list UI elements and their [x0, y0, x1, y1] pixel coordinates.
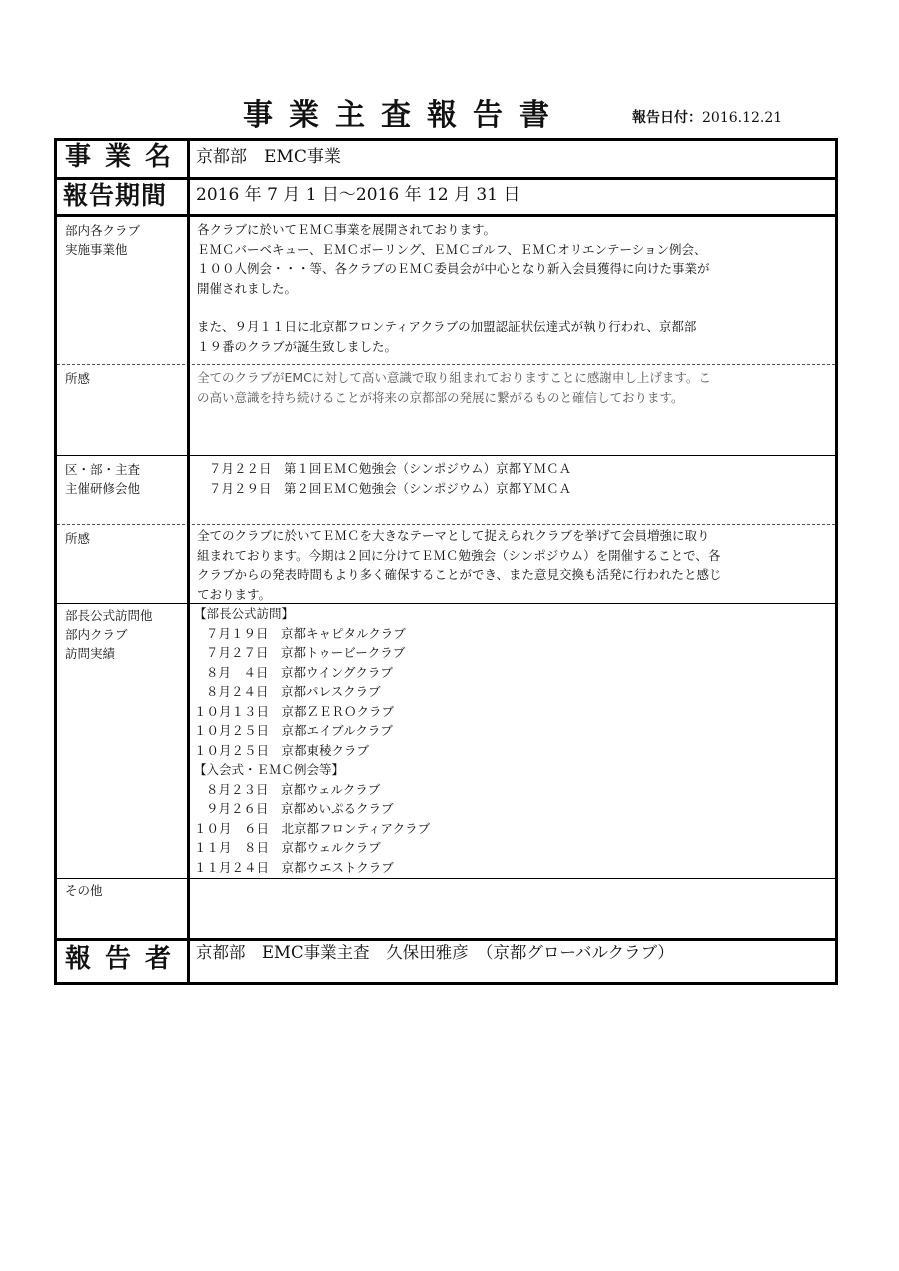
text-line: １９番のクラブが誕生致しました。	[197, 338, 398, 354]
label-line: 部長公式訪問他	[65, 608, 153, 623]
report-table	[54, 138, 838, 985]
club-events-text	[188, 217, 835, 364]
project-name-label: 事業名	[65, 142, 186, 172]
page-title: 事業主査報告書	[243, 98, 565, 133]
period-label: 報告期間	[63, 181, 168, 210]
list-item: ８月 ４日 京都ウイングクラブ	[206, 664, 393, 680]
text-line: １００人例会・・・等、各クラブのＥＭＣ委員会が中心となり新入会員獲得に向けた事業が	[197, 261, 710, 276]
club-events-row	[57, 217, 835, 364]
other-content	[188, 879, 835, 938]
project-name-value: 京都部 EMC事業	[196, 147, 341, 167]
reporter-row	[57, 941, 835, 982]
list-item: ８月２３日 京都ウェルクラブ	[206, 781, 381, 797]
list-item: ７月２７日 京都トゥービークラブ	[206, 645, 406, 660]
text-line: 全てのクラブに於いてＥＭＣを大きなテーマとして捉えられクラブを挙げて会員増強に取り	[197, 528, 710, 543]
list-item: １０月２５日 京都東稜クラブ	[194, 742, 370, 758]
list-item: １１月２４日 京都ウエストクラブ	[194, 859, 394, 875]
impression-2-label: 所感	[65, 531, 91, 546]
training-row	[57, 456, 835, 524]
label-line: 実施事業他	[65, 242, 128, 257]
text-line: 全てのクラブがEMCに対して高い意識で取り組まれておりますことに感謝申し上げます。こ	[197, 370, 711, 385]
other-row	[57, 879, 835, 938]
section-heading: 【部長公式訪問】	[194, 606, 295, 621]
list-item: １０月 ６日 北京都フロンティアクラブ	[194, 820, 431, 836]
text-line: 各クラブに於いてＥＭＣ事業を展開されております。	[197, 222, 497, 237]
label-line: 主催研修会他	[65, 481, 141, 496]
report-date-value: 2016.12.21	[702, 110, 783, 126]
impression-1-label: 所感	[65, 371, 91, 386]
list-item: ７月２９日 第２回ＥＭＣ勉強会（シンポジウム）京都ＹＭＣＡ	[209, 480, 572, 496]
text-line: 組まれております。今期は２回に分けてＥＭＣ勉強会（シンポジウム）を開催することで、各	[197, 547, 721, 563]
visits-row	[57, 604, 835, 878]
text-line: ております。	[197, 586, 272, 602]
visits-list	[188, 604, 835, 878]
section-heading: 【入会式・ＥＭＣ例会等】	[194, 762, 345, 777]
list-item: ７月２２日 第１回ＥＭＣ勉強会（シンポジウム）京都ＹＭＣＡ	[209, 461, 572, 476]
list-item: １０月１３日 京都ＺＥＲＯクラブ	[194, 703, 395, 719]
paragraph-gap	[197, 298, 829, 317]
project-name-row	[57, 141, 835, 177]
other-label: その他	[65, 883, 103, 898]
training-label	[57, 456, 195, 524]
period-row	[57, 180, 835, 214]
text-line: また、９月１１日に北京都フロンティアクラブの加盟認証状伝達式が執り行われ、京都部	[197, 319, 697, 334]
reporter-value: 京都部 EMC事業主査 久保田雅彦 （京都グローバルクラブ）	[196, 943, 674, 962]
training-list	[188, 456, 835, 524]
list-item: ７月１９日 京都キャピタルクラブ	[206, 625, 406, 641]
text-line: の高い意識を持ち続けることが将来の京都部の発展に繋がるものと確信しております。	[197, 389, 684, 405]
impression-1-text	[188, 365, 835, 455]
report-date-label: 報告日付：	[632, 110, 702, 126]
impression-1-row	[57, 365, 835, 455]
period-value: 2016 年 7 月 1 日～2016 年 12 月 31 日	[196, 185, 521, 205]
impression-2-text	[188, 525, 835, 603]
list-item: １１月 ８日 京都ウェルクラブ	[194, 840, 381, 855]
reporter-label: 報告者	[65, 944, 186, 974]
label-line: 訪問実績	[65, 646, 116, 661]
club-events-label	[57, 217, 195, 364]
report-date	[632, 108, 782, 128]
text-line: ＥＭＣバーベキュー、ＥＭＣボーリング、ＥＭＣゴルフ、ＥＭＣオリエンテーション例会、	[197, 241, 707, 257]
list-item: １０月２５日 京都エイブルクラブ	[194, 723, 393, 738]
list-item: ９月２６日 京都めいぷるクラブ	[206, 801, 394, 816]
impression-2-row	[57, 525, 835, 603]
column-divider	[187, 141, 190, 982]
label-line: 部内クラブ	[65, 627, 128, 642]
text-line: 開催されました。	[197, 280, 298, 296]
label-line: 区・部・主査	[65, 462, 141, 477]
label-line: 部内各クラブ	[65, 223, 141, 238]
list-item: ８月２４日 京都パレスクラブ	[206, 684, 381, 699]
text-line: クラブからの発表時間もより多く確保することができ、また意見交換も活発に行われたと感じ	[197, 567, 722, 582]
visits-label	[57, 604, 195, 878]
